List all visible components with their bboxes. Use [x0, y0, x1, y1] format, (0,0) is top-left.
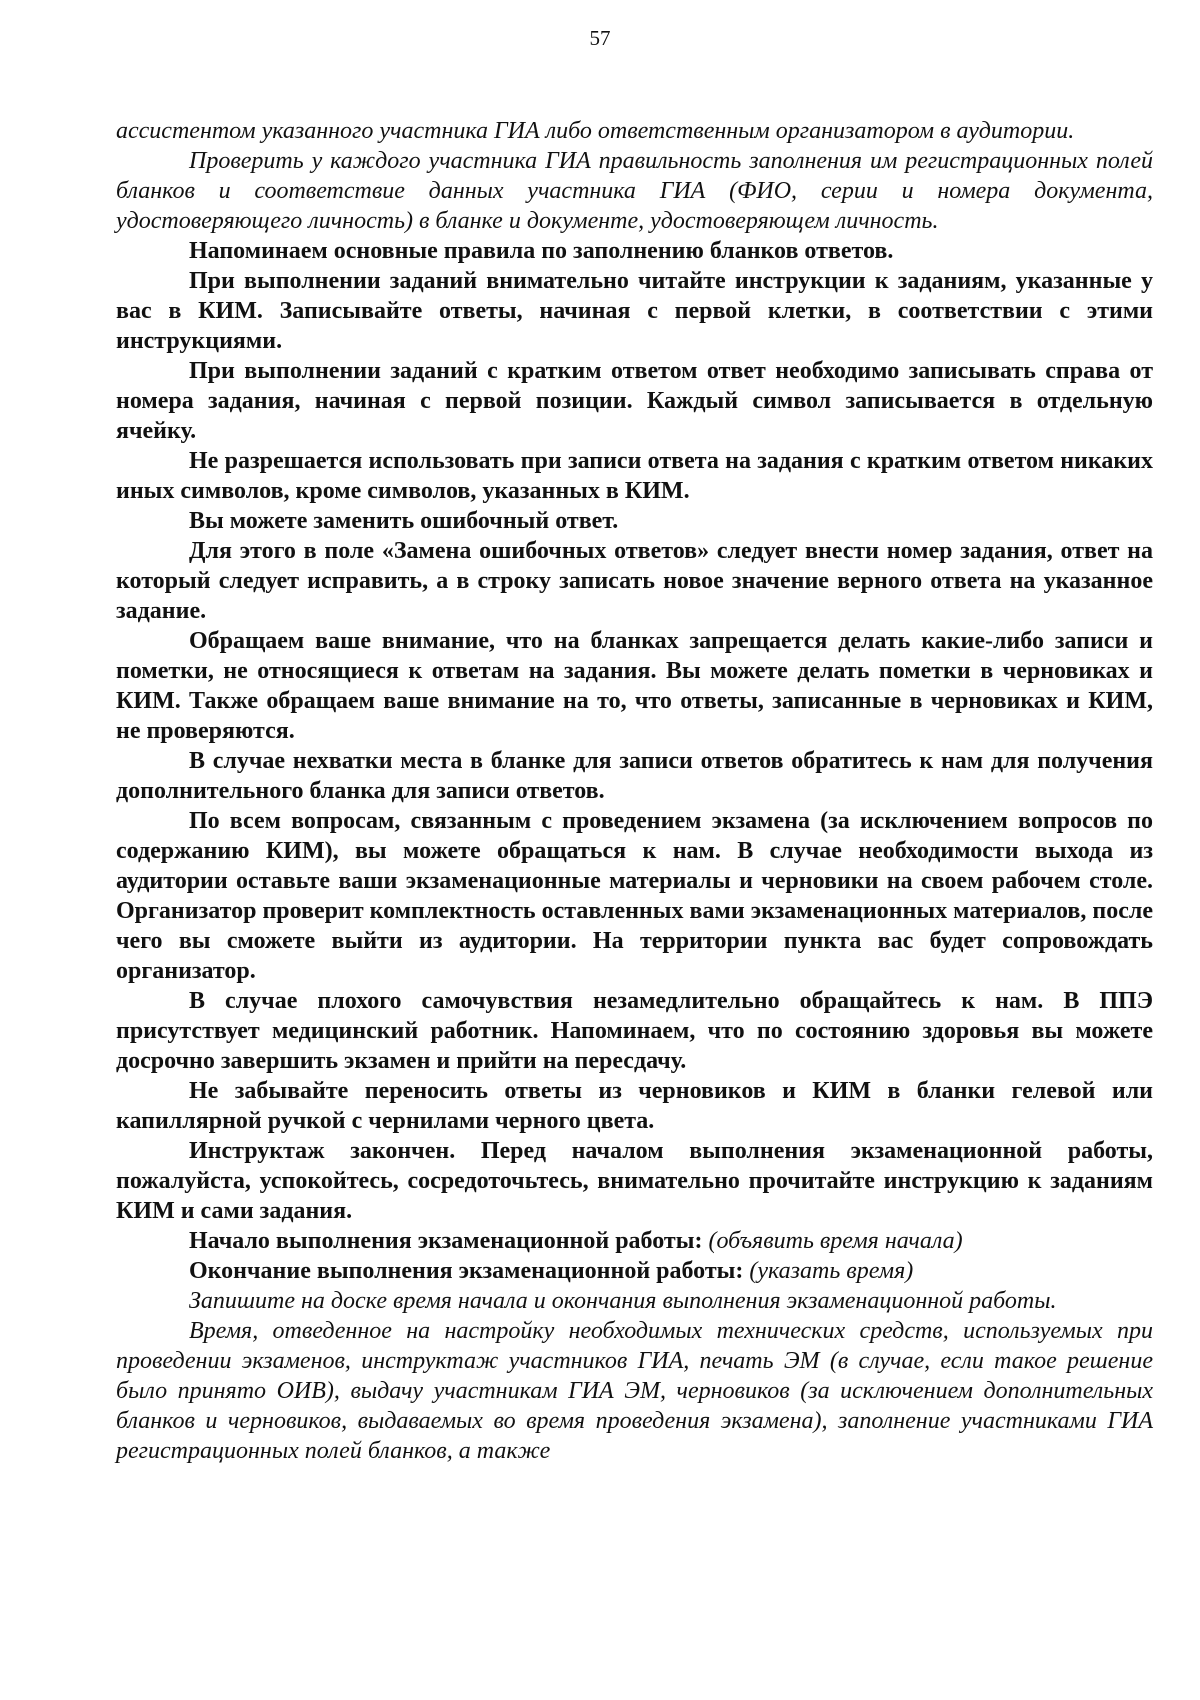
paragraph-replace-answer: Вы можете заменить ошибочный ответ. — [189, 508, 619, 534]
paragraph-check-registration: Проверить у каждого участника ГИА правильность заполнения им регистрационных полей бланков и соответствие данных участника ГИА (ФИО, серии и номера документа, удостоверяющего личность) в бланке и документе, удостоверяющем личность. — [116, 148, 1153, 234]
paragraph-end-time — [116, 1256, 1153, 1286]
paragraph-health: В случае плохого самочувствия незамедлительно обращайтесь к нам. В ППЭ присутствует медицинский работник. Напоминаем, что по состоянию здоровья вы можете досрочно завершить экзамен и прийти на пересдачу. — [116, 988, 1153, 1074]
paragraph-replace-field: Для этого в поле «Замена ошибочных ответов» следует внести номер задания, ответ на который следует исправить, а в строку записать новое значение верного ответа на указанное задание. — [116, 538, 1153, 624]
start-time-note: (объявить время начала) — [708, 1228, 963, 1254]
paragraph-rules-heading: Напоминаем основные правила по заполнению бланков ответов. — [189, 238, 894, 264]
paragraph-read-instructions: При выполнении заданий внимательно читайте инструкции к заданиям, указанные у вас в КИМ. Записывайте ответы, начиная с первой клетки, в соответствии с этими инструкциями. — [116, 268, 1153, 354]
paragraph-extra-form: В случае нехватки места в бланке для записи ответов обратитесь к нам для получения дополнительного бланка для записи ответов. — [116, 748, 1153, 804]
paragraph-questions-exit: По всем вопросам, связанным с проведением экзамена (за исключением вопросов по содержанию КИМ), вы можете обращаться к нам. В случае необходимости выхода из аудитории оставьте ваши экзаменационные материалы и черновики на своем рабочем столе. Организатор проверит комплектность оставленных вами экзаменационных материалов, после чего вы сможете выйти из аудитории. На территории пункта вас будет сопровождать организатор. — [116, 808, 1153, 984]
paragraph-allotted-time: Время, отведенное на настройку необходимых технических средств, используемых при проведении экзаменов, инструктаж участников ГИА, печать ЭМ (в случае, если такое решение было принято ОИВ), выдачу участникам ГИА ЭМ, черновиков (за исключением дополнительных бланков и черновиков, выдаваемых во время проведения экзамена), заполнение участниками ГИА регистрационных полей бланков, а также — [116, 1318, 1153, 1464]
paragraph-continuation: ассистентом указанного участника ГИА либо ответственным организатором в аудитории. — [116, 118, 1075, 144]
document-body — [116, 116, 1153, 1466]
start-time-label: Начало выполнения экзаменационной работы: — [189, 1228, 703, 1254]
end-time-label: Окончание выполнения экзаменационной работы: — [189, 1258, 744, 1284]
paragraph-transfer-answers: Не забывайте переносить ответы из черновиков и КИМ в бланки гелевой или капиллярной ручкой с чернилами черного цвета. — [116, 1078, 1153, 1134]
paragraph-start-time — [116, 1226, 1153, 1256]
paragraph-short-answer: При выполнении заданий с кратким ответом ответ необходимо записывать справа от номера задания, начиная с первой позиции. Каждый символ записывается в отдельную ячейку. — [116, 358, 1153, 444]
paragraph-briefing-finished: Инструктаж закончен. Перед началом выполнения экзаменационной работы, пожалуйста, успокойтесь, сосредоточьтесь, внимательно прочитайте инструкцию к заданиям КИМ и сами задания. — [116, 1138, 1153, 1224]
paragraph-write-on-board: Запишите на доске время начала и окончания выполнения экзаменационной работы. — [189, 1288, 1057, 1314]
end-time-note: (указать время) — [749, 1258, 914, 1284]
page-number: 57 — [589, 26, 611, 50]
paragraph-allowed-symbols: Не разрешается использовать при записи ответа на задания с кратким ответом никаких иных символов, кроме символов, указанных в КИМ. — [116, 448, 1153, 504]
paragraph-no-marks: Обращаем ваше внимание, что на бланках запрещается делать какие-либо записи и пометки, не относящиеся к ответам на задания. Вы можете делать пометки в черновиках и КИМ. Также обращаем ваше внимание на то, что ответы, записанные в черновиках и КИМ, не проверяются. — [116, 628, 1153, 744]
